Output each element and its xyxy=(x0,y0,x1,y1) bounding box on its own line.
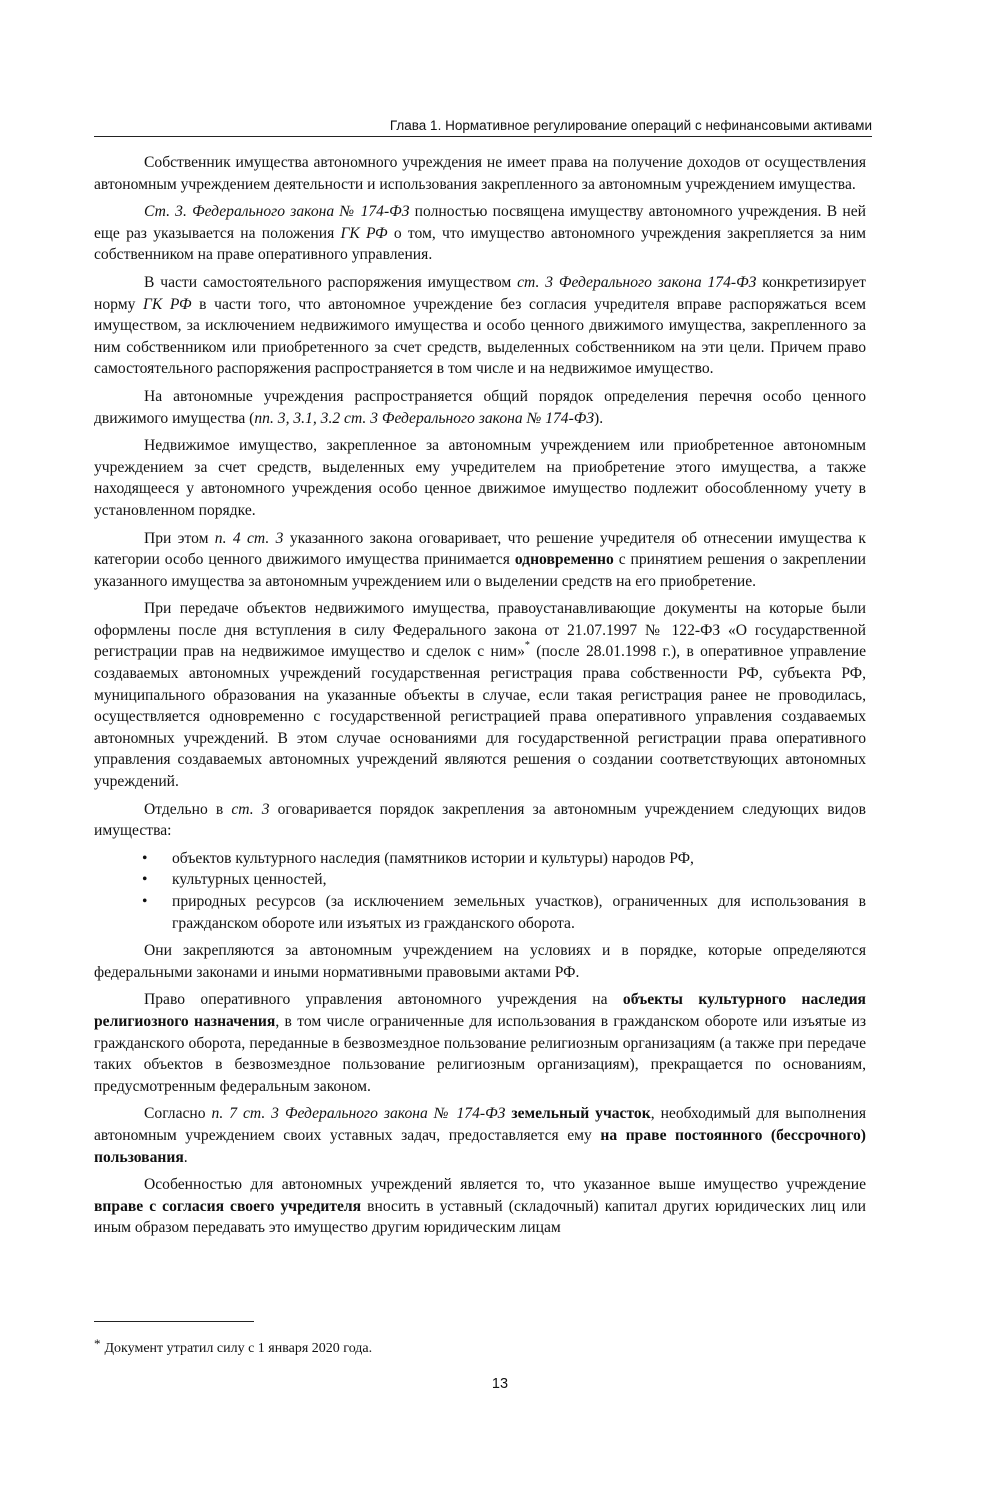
paragraph-8 xyxy=(94,799,866,842)
paragraph-2 xyxy=(94,201,866,266)
text-span: В части самостоятельного распоряжения имуществом xyxy=(144,273,518,291)
text-span: Особенностью для автономных учреждений является то, что указанное выше имущество учреждение xyxy=(144,1176,866,1194)
text-span: При этом xyxy=(144,529,215,547)
emphasis-bold: на праве постоянного (бессрочного) пользования xyxy=(94,1126,866,1166)
law-reference: ст. 3 Федерального закона 174-ФЗ xyxy=(517,273,757,291)
bullet-icon: • xyxy=(142,893,148,910)
bullet-icon: • xyxy=(142,871,148,889)
property-list xyxy=(94,848,866,934)
footnote-mark: * xyxy=(94,1336,101,1351)
list-item xyxy=(94,848,866,870)
paragraph-9: Они закрепляются за автономным учреждением на условиях и в порядке, которые определяются федеральными законами и иными нормативными правовыми актами РФ. xyxy=(94,942,866,981)
text-span: конкретизирует норму xyxy=(94,273,866,313)
law-reference: пп. 3, 3.1, 3.2 ст. 3 Федерального закона № 174-ФЗ xyxy=(254,409,595,427)
paragraph-12 xyxy=(94,1174,866,1239)
emphasis-bold: объекты культурного наследия религиозного назначения xyxy=(94,991,866,1030)
list-item-text: природных ресурсов (за исключением земельных участков), ограниченных для использования в гражданском обороте или изъятых из гражданского оборота. xyxy=(172,893,866,932)
bullet-icon: • xyxy=(142,849,148,867)
paragraph-11 xyxy=(94,1103,866,1168)
law-reference: Ст. 3. Федерального закона № 174-ФЗ xyxy=(144,203,410,221)
running-header: Глава 1. Нормативное регулирование операций с нефинансовыми активами xyxy=(94,118,872,137)
paragraph-6 xyxy=(94,528,866,593)
emphasis-bold: вправе с согласия своего учредителя xyxy=(94,1197,362,1215)
text-span: в части того, что автономное учреждение без согласия учредителя вправе распоряжаться всем имуществом, за исключением недвижимого имущества и особо ценного движимого имущества, закрепленного за ним собственником или приобретенного за счет средств, выделенных собственником на эти цели. Причем право самостоятельного распоряжения распространяется в том числе и на недвижимое имущество. xyxy=(94,295,866,378)
text-span: (после 28.01.1998 г.), в оперативное управление создаваемых автономных учреждений государственная регистрация права собственности РФ, субъекта РФ, муниципального образования на указанные объекты в случае, если такая регистрация ранее не проводилась, осуществляется одновременно с государственной регистрацией права оперативного управления создаваемых автономных учреждений. В этом случае основаниями для государственной регистрации права оперативного управления создаваемых автономных учреждений являются решения о создании соответствующих автономных учреждений. xyxy=(94,643,866,791)
paragraph-5: Недвижимое имущество, закрепленное за автономным учреждением или приобретенное автономным учреждением за счет средств, выделенных ему учредителем на приобретение этого имущества, а также находящееся у автономного учреждения особо ценное движимое имущество подлежит обособленному учету в установленном порядке. xyxy=(94,437,866,519)
text-span: Отдельно в xyxy=(144,800,232,818)
text-span: Согласно xyxy=(144,1105,212,1123)
text-span: с принятием решения о закреплении указанного имущества за автономным учреждением или о выделении средств на его приобретение. xyxy=(94,551,866,590)
page-number: 13 xyxy=(491,1376,509,1392)
code-reference: ГК РФ xyxy=(340,224,388,242)
footnote-reference: * xyxy=(524,640,530,652)
text-span: , в том числе ограниченные для использования в гражданском обороте или изъятые из гражданского оборота, переданные в безвозмездное пользование религиозным организациям (а также при передаче таких объектов в безвозмездное пользование религиозным организациям), прекращается по основаниям, предусмотренным федеральным законом. xyxy=(94,1012,867,1095)
paragraph-7 xyxy=(94,598,866,792)
law-reference: ст. 3 xyxy=(231,800,270,818)
text-span: оговаривается порядок закрепления за автономным учреждением следующих видов имущества: xyxy=(94,800,867,840)
paragraph-3 xyxy=(94,272,866,380)
list-item xyxy=(94,891,866,934)
list-item-text: культурных ценностей, xyxy=(172,871,327,889)
footnote xyxy=(94,1336,372,1357)
code-reference: ГК РФ xyxy=(143,295,192,313)
paragraph-1: Собственник имущества автономного учреждения не имеет права на получение доходов от осуществления автономным учреждением деятельности и использования закрепленного за автономным учреждением имущества. xyxy=(94,154,866,193)
emphasis-bold: одновременно xyxy=(514,551,614,569)
list-item-text: объектов культурного наследия (памятников истории и культуры) народов РФ, xyxy=(172,849,694,867)
paragraph-10 xyxy=(94,989,866,1097)
text-span: На автономные учреждения распространяется общий порядок определения перечня особо ценного движимого имущества ( xyxy=(94,387,866,427)
list-item xyxy=(94,869,866,891)
footnote-divider xyxy=(94,1321,254,1322)
text-span: о том, что имущество автономного учреждения закрепляется за ним собственником на праве оперативного управления. xyxy=(94,224,866,264)
text-span: , необходимый для выполнения автономным учреждением своих уставных задач, предоставляется ему xyxy=(94,1105,866,1144)
text-span: ). xyxy=(594,409,604,427)
text-span: указанного закона оговаривает, что решение учредителя об отнесении имущества к категории особо ценного движимого имущества принимается xyxy=(94,529,866,569)
text-span: вносить в уставный (складочный) капитал других юридических лиц или иным образом передавать это имущество другим юридическим лицам xyxy=(94,1197,866,1237)
law-reference: п. 7 ст. 3 Федерального закона № 174-ФЗ xyxy=(211,1105,506,1123)
paragraph-4 xyxy=(94,386,866,429)
footnote-text: Документ утратил силу с 1 января 2020 года. xyxy=(104,1341,373,1356)
text-span: Право оперативного управления автономного учреждения на xyxy=(144,991,623,1009)
law-reference: п. 4 ст. 3 xyxy=(214,529,284,547)
text-span: полностью посвящена имуществу автономного учреждения. В ней еще раз указывается на положения xyxy=(94,203,867,242)
emphasis-bold: земельный участок xyxy=(511,1105,651,1123)
text-span: . xyxy=(183,1148,188,1166)
text-span: При передаче объектов недвижимого имущества, правоустанавливающие документы на которые были оформлены после дня вступления в силу Федерального закона от 21.07.1997 № 122-ФЗ «О государственной регистрации прав на недвижимое имущество и сделок с ним» xyxy=(94,600,866,661)
document-body xyxy=(94,152,866,1245)
